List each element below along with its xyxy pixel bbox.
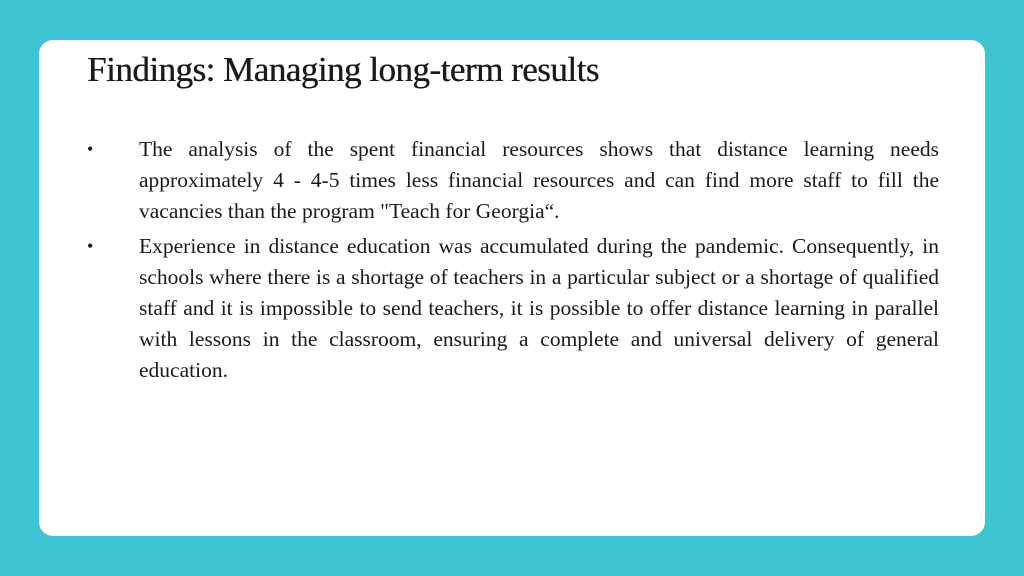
- slide-card: [39, 40, 985, 536]
- bullet-text: Experience in distance education was accumulated during the pandemic. Consequently, in schools where there is a shortage of teachers in a particular subject or a shortage of qualified staff and it is impossible to send teachers, it is possible to offer distance learning in parallel with lessons in the classroom, ensuring a complete and universal delivery of general education.: [139, 234, 939, 382]
- bullet-icon: •: [87, 236, 94, 256]
- bullet-item: [87, 134, 939, 227]
- bullet-icon: •: [87, 139, 94, 159]
- bullet-text: The analysis of the spent financial resources shows that distance learning needs approximately 4 - 4-5 times less financial resources and can find more staff to fill the vacancies than the program "Teach for Georgia“.: [139, 137, 939, 223]
- bullet-item: [87, 231, 939, 386]
- bullet-list: [87, 134, 939, 390]
- slide-title: Findings: Managing long-term results: [87, 50, 599, 89]
